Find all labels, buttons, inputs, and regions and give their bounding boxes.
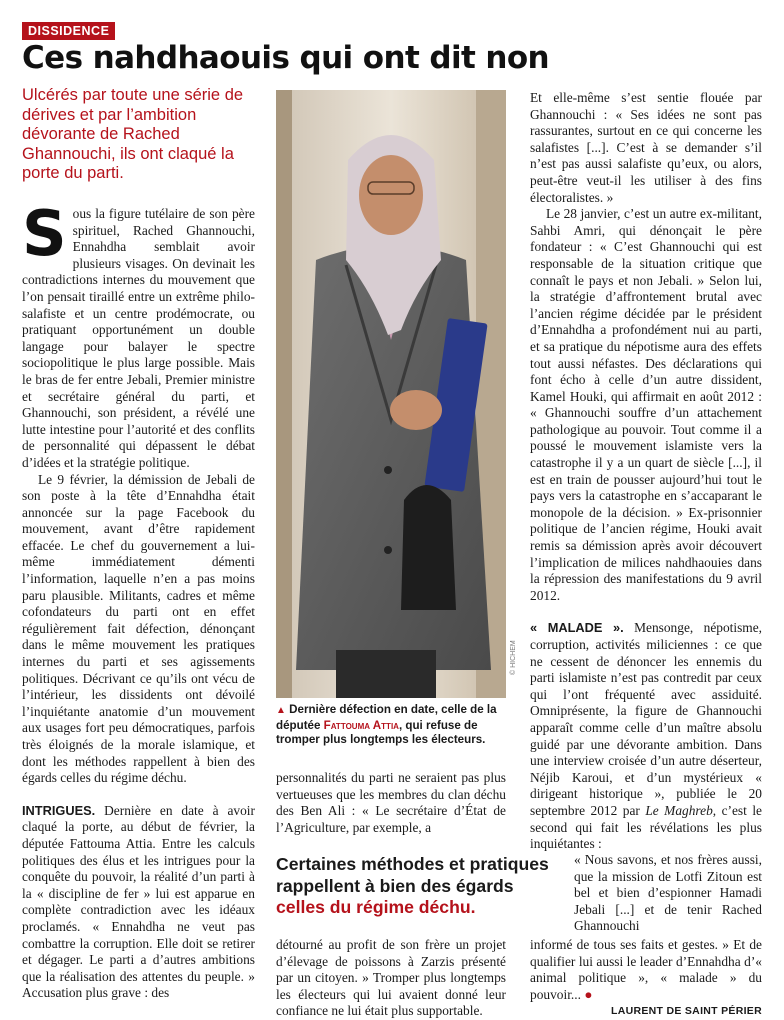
- portrait-illustration: [276, 90, 506, 698]
- section-rubric: DISSIDENCE: [22, 22, 115, 40]
- article-column-3: [530, 90, 762, 853]
- caption-marker-icon: ▲: [276, 705, 286, 716]
- pull-quote: [276, 854, 576, 919]
- photo-caption: [276, 703, 506, 748]
- col3-paragraph-2: Le 28 janvier, c’est un autre ex-militant, Sahbi Amri, qui dénonçait le père fondateur : « C’est Ghannouchi qui est responsable de la situation critique que connaît le pays et non Jebali. » Selon lui, la stratégie d’affrontement brutal avec l’ancien régime décidée par le président d’Ennahdha a profondément nui au parti, et sa pratique du népotisme aura des effets tout aussi néfastes. Des déclarations qui font écho à celle d’un autre dissident, Kamel Houki, qui affirmait en août 2012 : « Ghannouchi souffre d’un attachement pathologique au pouvoir. Tout comme il a poussé le mouvement islamiste vers la catastrophe il y a un quart de siècle [...], il est en train de pousser aujourd’hui tout le pays vers la catastrophe en s’accaparant le monopole de la décision. » Ex-prisonnier politique de l’ancien régime, Houki avait remis sa démission après avoir découvert l’implication de milices nahdhaouies dans la répression des manifestations du 9 avril 2012.: [530, 206, 762, 603]
- col3-paragraph-3: Mensonge, népotisme, corruption, activités miliciennes : ce que ne cessent de dénoncer les ennemis du parti islamiste n’est pas contredit par ceux qui l’ont fréquenté avec assiduité. Omniprésente, la figure de Ghannouchi apparaît comme celle d’un maître absolu guidé par une dévorante ambition. Dans une interview croisée d’un autre déserteur, Néjib Karoui, et d’un mystérieux « dirigeant historique », publiée le 20 septembre 2012 par: [530, 620, 763, 818]
- drop-cap: S: [22, 197, 67, 270]
- pull-quote-line-2: celles du régime déchu.: [276, 897, 476, 917]
- col3-paragraph-1: Et elle-même s’est sentie flouée par Ghannouchi : « Ses idées ne sont pas rassurantes, surtout en ce qui concerne les salafistes [...]. C’est à se demander s’il n’est pas aussi salafiste qu’eux, ou alors, peut-être veut-il les utiliser à des fins électoralistes. »: [530, 90, 762, 205]
- col1-paragraph-1: ous la figure tutélaire de son père spirituel, Rached Ghannouchi, Ennahdha semblait avoir plusieurs visages. On devinait les contradictions internes du mouvement que l’on pensait tiraillé entre un extrême philo-salafiste et un centre prodémocrate, ou pratiquant opportunément un double langage pour balayer le spectre sociopolitique le plus large possible. Mais le bras de fer entre Jebali, Premier ministre et secrétaire général du parti, et Ghannouchi, son président, a révélé une lutte intestine pour l’autorité et des conflits de personnalité qui dépassent le débat d’idées et la stratégie politique.: [22, 206, 255, 470]
- headline: Ces nahdhaouis qui ont dit non: [22, 40, 550, 76]
- caption-text: Dernière défection en date, celle de la députée: [276, 703, 497, 732]
- subhead-intrigues: INTRIGUES.: [22, 802, 96, 818]
- col3-paragraph-3-end: , c’est le second qui fait les révélations les plus inquiétantes :: [530, 802, 762, 852]
- col1-paragraph-3: Dernière en date à avoir claqué la porte, au début de février, la députée Fattouma Attia. Entre les calculs politiques des élus et les intrigues pour la conquête du pouvoir, la réalité d’un parti à la « discipline de fer » lui est apparue en complète contradiction avec les idéaux proclamés. « Ennahdha ne veut pas combattre la corruption. Elle doit se retirer et dégager. Le parti a d’autres ambitions que la réalisation des attentes du peuple. » Accusation plus grave : des: [22, 802, 255, 1001]
- subhead-malade: « MALADE ».: [530, 620, 624, 636]
- author-byline: LAURENT DE SAINT PÉRIER: [611, 1005, 762, 1017]
- col3-paragraph-5: [530, 937, 762, 1003]
- portrait-photo: [276, 90, 506, 698]
- col2-paragraph-2: détourné au profit de son frère un projet d’élevage de poissons à Zarzis présenté par un citoyen. » Tromper plus longtemps les électeurs qui lui avaient donné leur confiance ne lui était plus supportable.: [276, 937, 506, 1019]
- end-mark-icon: ●: [584, 986, 593, 1002]
- newspaper-title: Le Maghreb: [645, 802, 713, 818]
- col1-paragraph-2: Le 9 février, la démission de Jebali de son poste à la tête d’Ennahdha était annoncée sur la page Facebook du mouvement, avant d’être rapidement effacée. Le chef du gouvernement a lui-même immédiatement démenti l’information, laquelle n’en a pas moins paru plausible. Militants, cadres et même cofondateurs du parti ont en effet régulièrement fait défection, dénonçant dans le même mouvement les pratiques internes du parti et ses agissements politiques. Décrivant ce qu’ils ont vécu de l’intérieur, les dissidents ont dévoilé l’inquiétante anatomie d’un mouvement aux usages fort peu démocratiques, parfois très éloignés de la morale islamique, et dont les méthodes rappellent à bien des égards celles du régime déchu.: [22, 471, 255, 786]
- col3-closing-text: informé de tous ses faits et gestes. » Et de qualifier lui aussi le leader d’Ennahdha d’« animal politique », « malade » du pouvoir...: [530, 937, 762, 1002]
- caption-text-end: , qui refuse de tromper plus longtemps les électeurs.: [276, 718, 486, 747]
- photo-credit: © HICHEM: [510, 640, 517, 675]
- col3-paragraph-4: « Nous savons, et nos frères aussi, que la mission de Lotfi Zitoun est bel et bien d’espionner Hamadi Jebali [...] et de tenir Rached Ghannouchi: [574, 852, 762, 934]
- caption-name: Fattouma Attia: [323, 718, 399, 732]
- standfirst: Ulcérés par toute une série de dérives et par l’ambition dévorante de Rached Ghannouchi, ils ont claqué la porte du parti.: [22, 86, 244, 182]
- pull-quote-line-1: Certaines méthodes et pratiques rappellent à bien des égards: [276, 854, 549, 896]
- article-column-1: [22, 197, 255, 1002]
- col2-paragraph-1: personnalités du parti ne seraient pas plus vertueuses que les membres du clan déchu des Ben Ali : « Le secrétaire d’État de l’Agriculture, par exemple, a: [276, 770, 506, 835]
